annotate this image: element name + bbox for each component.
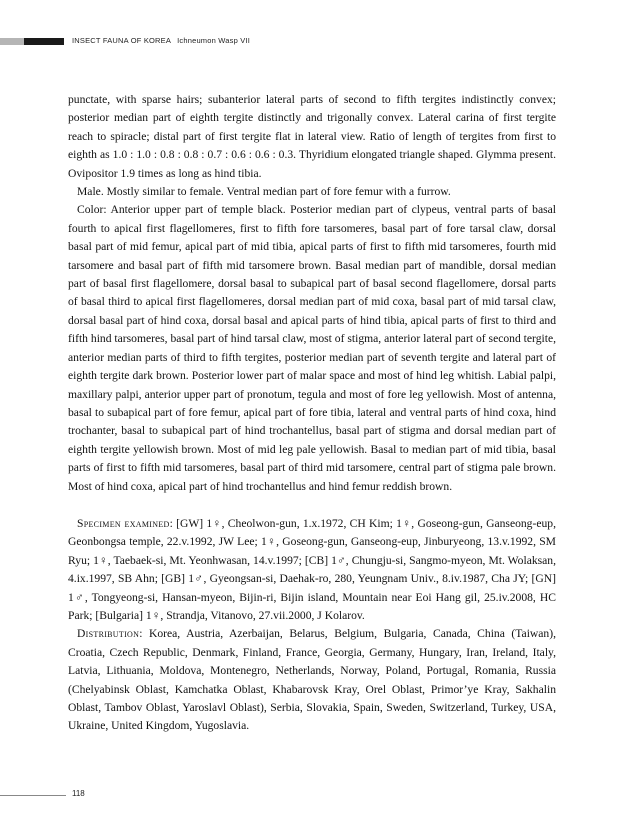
volume-title: Ichneumon Wasp VII xyxy=(177,36,251,45)
page-number: 118 xyxy=(72,789,85,798)
paragraph-male: Male. Mostly similar to female. Ventral median part of fore femur with a furrow. xyxy=(77,185,451,199)
paragraph-abdomen: punctate, with sparse hairs; subanterior lateral parts of second to fifth tergites indistinctly convex; posterior median part of eighth tergite distinctly and trigonally convex. Lateral carina of first tergite reach to spiracle; distal part of first tergite flat in lateral view. Ratio of length of tergites from first to eighth as 1.0 : 1.0 : 0.8 : 0.8 : 0.7 : 0.6 : 0.6 : 0.3. Thyridium elongated triangle shaped. Glymma present. Ovipositor 1.9 times as long as hind tibia. xyxy=(68,93,556,180)
header-bar-gray xyxy=(0,38,24,45)
series-title: INSECT FAUNA OF KOREA xyxy=(72,36,172,45)
header-bar-black xyxy=(24,38,64,45)
distribution-text: : Korea, Austria, Azerbaijan, Belarus, Belgium, Bulgaria, Canada, China (Taiwan), Croatia, Czech Republic, Denmark, Finland, France, Georgia, Germany, Hungary, Iran, Ireland, Italy, Latvia, Lithuania, Moldova, Montenegro, Netherlands, Norway, Poland, Portugal, Romania, Russia (Chelyabinsk Oblast, Kamchatka Oblast, Khabarovsk Kray, Orel Oblast, Primor’ye Kray, Sakhalin Oblast, Tambov Oblast, Yaroslavl Oblast), Serbia, Slovakia, Spain, Sweden, Switzerland, Turkey, USA, Ukraine, United Kingdom, Yugoslavia. xyxy=(68,627,556,733)
specimens-heading: Specimen examined xyxy=(77,516,170,530)
paragraph-specimens xyxy=(68,515,556,625)
paragraph-color: Color: Anterior upper part of temple black. Posterior median part of clypeus, ventral parts of basal fourth to apical first flagellomeres, first to fifth fore tarsomeres, basal part of fore tarsal claw, dorsal basal part of mid femur, apical part of mid tibia, apical parts of first to fifth mid tarsomeres, fourth mid tarsomere and basal part of fifth mid tarsomere brown. Basal median part of mandible, dorsal median part of basal first flagellomere, dorsal basal to subapical part of basal second flagellomere, dorsal parts of basal third to apical first flagellomeres, dorsal median part of mid coxa, basal part of mid tarsal claw, dorsal basal part of hind coxa, dorsal basal and apical parts of hind tibia, apical parts of first to third and fifth hind tarsomeres, basal part of hind tarsal claw, most of stigma, anterior lateral part of second tergite, anterior median parts of third to fifth tergites, posterior median part of seventh tergite and lateral part of eighth tergite dark brown. Posterior lower part of malar space and most of hind leg whitish. Labial palpi, maxillary palpi, anterior upper part of pronotum, tegula and most of fore leg yellowish. Most of antenna, basal to subapical part of fore femur, apical part of fore tibia, lateral and ventral parts of hind coxa, hind trochanter, basal to subapical part of hind trochantellus, basal part of stigma and dorsal median part of eighth tergite yellowish brown. Most of mid leg pale yellowish. Basal to median part of mid tibia, basal parts of first to fifth mid tarsomeres, basal part of third mid tarsomere, central part of stigma pale brown. Most of hind coxa, apical part of hind trochantellus and hind femur reddish brown. xyxy=(68,203,556,493)
paragraph-distribution xyxy=(68,625,556,735)
distribution-heading: Distribution xyxy=(77,627,140,641)
footer-rule xyxy=(0,795,66,796)
body-text xyxy=(68,91,556,736)
section-gap xyxy=(68,496,556,515)
specimens-text: : [GW] 1♀, Cheolwon-gun, 1.x.1972, CH Kim; 1♀, Goseong-gun, Ganseong-eup, Geonbongsa temple, 22.v.1992, JW Lee; 1♀, Goseong-gun, Ganseong-eup, Jinburyeong, 13.v.1992, SM Ryu; 1♀, Taebaek-si, Mt. Yeonhwasan, 14.v.1997; [CB] 1♂, Chungju-si, Sangmo-myeon, Mt. Wolaksan, 4.ix.1997, SB Ahn; [GB] 1♂, Gyeongsan-si, Daehak-ro, 280, Yeungnam Univ., 8.iv.1987, Cha JY; [GN] 1♂, Tongyeong-si, Hansan-myeon, Bijin-ri, Bijin island, Mountain near Eoi Hang gil, 25.iv.2008, HC Park; [Bulgaria] 1♀, Strandja, Vitanovo, 27.vii.2000, J Kolarov. xyxy=(68,516,556,622)
running-head xyxy=(72,36,250,45)
